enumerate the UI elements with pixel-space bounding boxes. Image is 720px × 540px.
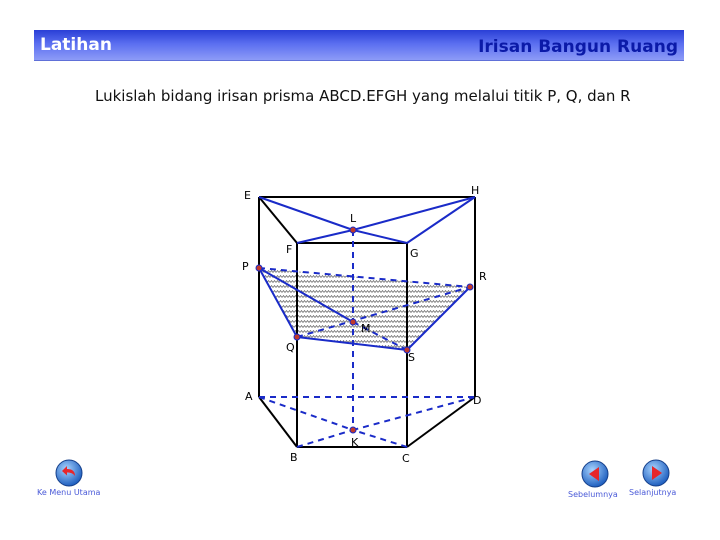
- label-S: S: [408, 351, 415, 364]
- label-P: P: [242, 260, 249, 273]
- point-P: [256, 265, 262, 271]
- label-F: F: [286, 243, 293, 256]
- home-label[interactable]: Ke Menu Utama: [37, 488, 101, 497]
- point-R: [467, 284, 473, 290]
- section-plane: [259, 268, 470, 350]
- next-button[interactable]: [641, 458, 671, 488]
- home-button[interactable]: [53, 458, 85, 488]
- label-K: K: [351, 436, 359, 449]
- left-arrow-icon: [580, 459, 610, 489]
- right-arrow-icon: [641, 458, 671, 488]
- next-label[interactable]: Selanjutnya: [629, 488, 677, 497]
- label-R: R: [479, 270, 487, 283]
- label-L: L: [350, 212, 357, 225]
- label-D: D: [473, 394, 482, 407]
- previous-label[interactable]: Sebelumnya: [568, 490, 618, 499]
- label-M: M: [361, 322, 371, 335]
- label-A: A: [245, 390, 253, 403]
- header-left-title: Latihan: [40, 35, 112, 55]
- label-H: H: [471, 184, 480, 197]
- point-K: [350, 427, 356, 433]
- label-C: C: [402, 452, 410, 465]
- point-Q: [294, 334, 300, 340]
- label-Q: Q: [286, 341, 295, 354]
- label-B: B: [290, 451, 298, 464]
- label-G: G: [410, 247, 419, 260]
- label-E: E: [244, 189, 251, 202]
- return-arrow-icon: [53, 458, 85, 488]
- header-right-title: Irisan Bangun Ruang: [478, 37, 678, 57]
- point-L: [350, 227, 356, 233]
- previous-button[interactable]: [580, 459, 610, 489]
- point-M: [350, 319, 356, 325]
- instruction-text: Lukislah bidang irisan prisma ABCD.EFGH yang melalui titik P, Q, dan R: [95, 87, 631, 105]
